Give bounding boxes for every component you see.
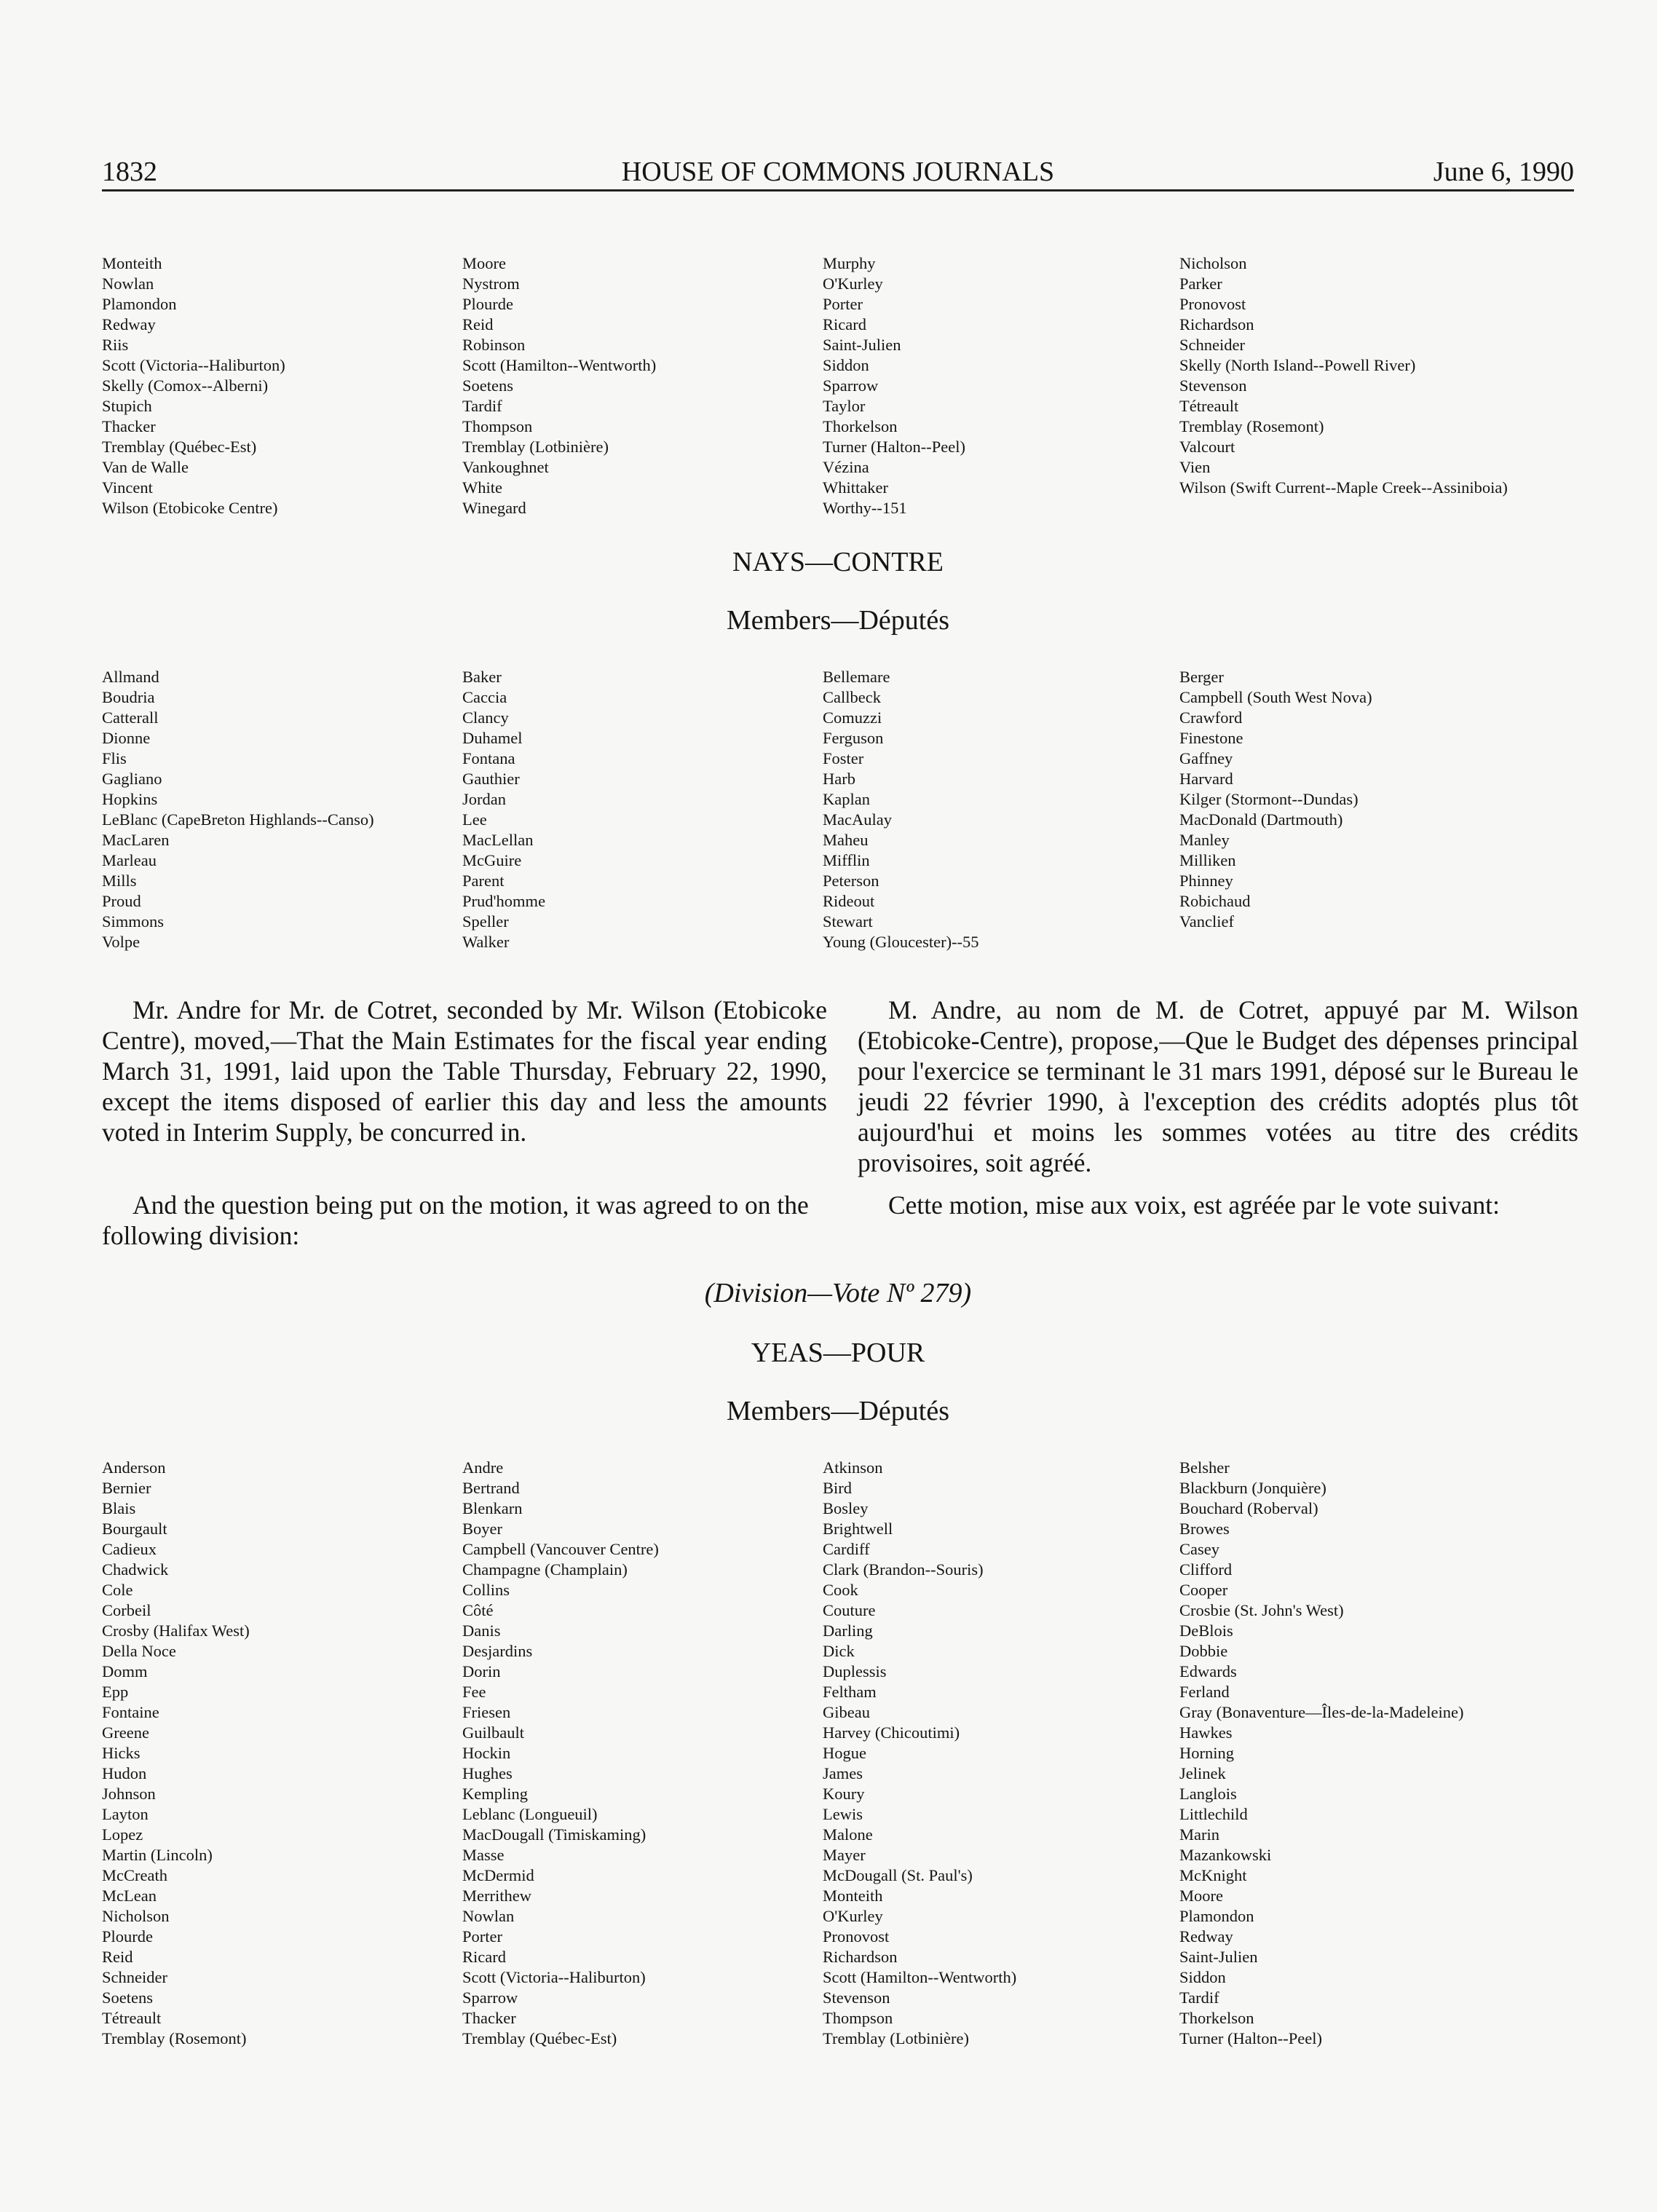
member-name: Thompson — [823, 2009, 893, 2027]
member-name: Rideout — [823, 892, 875, 910]
member-name: Porter — [462, 1927, 502, 1946]
member-name: Johnson — [102, 1785, 156, 1803]
member-name: Harvard — [1179, 770, 1233, 788]
member-name: Wilson (Swift Current--Maple Creek--Assiniboia) — [1179, 478, 1508, 497]
member-name: Skelly (North Island--Powell River) — [1179, 356, 1416, 374]
member-name: Domm — [102, 1662, 148, 1680]
member-name: Stevenson — [823, 1988, 890, 2007]
member-name: Finestone — [1179, 729, 1243, 747]
member-name: Richardson — [823, 1948, 898, 1966]
member-name: Ferguson — [823, 729, 884, 747]
member-name: Peterson — [823, 872, 879, 890]
member-name: Corbeil — [102, 1601, 151, 1619]
member-name: Boudria — [102, 688, 155, 706]
member-name: Gibeau — [823, 1703, 870, 1721]
member-name: Vézina — [823, 458, 869, 476]
member-name: Mazankowski — [1179, 1846, 1272, 1864]
member-name: Taylor — [823, 397, 866, 415]
member-name: Harvey (Chicoutimi) — [823, 1723, 960, 1742]
member-name: Anderson — [102, 1458, 166, 1477]
member-name: Gauthier — [462, 770, 520, 788]
member-name: Soetens — [462, 376, 513, 395]
member-name: Ricard — [823, 315, 866, 333]
question-french: Cette motion, mise aux voix, est agréée par le vote suivant: — [888, 1190, 1500, 1220]
member-name: Fontaine — [102, 1703, 159, 1721]
member-name: Epp — [102, 1683, 129, 1701]
member-name: Sparrow — [462, 1988, 518, 2007]
member-name: Thacker — [102, 417, 156, 435]
member-name: Plamondon — [102, 295, 177, 313]
member-name: McLean — [102, 1887, 157, 1905]
name-column — [462, 1458, 826, 2049]
member-name: MacLaren — [102, 831, 170, 849]
member-name: Prud'homme — [462, 892, 546, 910]
member-name: Skelly (Comox--Alberni) — [102, 376, 269, 395]
member-name: Chadwick — [102, 1560, 169, 1579]
member-name: Champagne (Champlain) — [462, 1560, 628, 1579]
member-name: Tremblay (Rosemont) — [1179, 417, 1324, 435]
member-name: Plamondon — [1179, 1907, 1254, 1925]
member-name: Cook — [823, 1581, 858, 1599]
member-name: Nowlan — [102, 274, 154, 293]
name-column — [102, 667, 466, 952]
member-name: Comuzzi — [823, 708, 882, 727]
member-name: Redway — [1179, 1927, 1233, 1946]
member-name: Gagliano — [102, 770, 162, 788]
member-name: Blais — [102, 1499, 136, 1517]
member-name: Kaplan — [823, 790, 870, 808]
name-column — [462, 667, 826, 952]
member-name: Thorkelson — [1179, 2009, 1254, 2027]
member-name: MacDougall (Timiskaming) — [462, 1825, 646, 1844]
member-name: Thompson — [462, 417, 533, 435]
yeas-subheading: Members—Députés — [726, 1396, 950, 1426]
member-name: Couture — [823, 1601, 876, 1619]
member-name: McCreath — [102, 1866, 167, 1884]
name-column — [823, 253, 1187, 518]
member-name: Dorin — [462, 1662, 501, 1680]
member-name: Belsher — [1179, 1458, 1230, 1477]
member-name: Guilbault — [462, 1723, 524, 1742]
member-name: Cooper — [1179, 1581, 1228, 1599]
member-name: Hughes — [462, 1764, 513, 1782]
member-name: Plourde — [462, 295, 513, 313]
member-name: Brightwell — [823, 1520, 893, 1538]
motion-english: Mr. Andre for Mr. de Cotret, seconded by Mr. Wilson (Etobicoke Centre), moved,—That the Main Estimates for the fiscal year ending March 31, 1991, laid upon the Table Thursday, February 22, 1990, except the items disposed of earlier this day and less the amounts voted in Interim Supply, be concurred in. — [102, 995, 827, 1147]
member-name: Friesen — [462, 1703, 511, 1721]
member-name: Parent — [462, 872, 505, 890]
member-name: McGuire — [462, 851, 522, 869]
member-name: Blackburn (Jonquière) — [1179, 1479, 1326, 1497]
member-name: Collins — [462, 1581, 510, 1599]
member-name: Richardson — [1179, 315, 1254, 333]
member-name: Turner (Halton--Peel) — [1179, 2029, 1322, 2047]
member-name: Hicks — [102, 1744, 141, 1762]
member-name: Plourde — [102, 1927, 153, 1946]
member-name: Baker — [462, 668, 502, 686]
member-name: Jelinek — [1179, 1764, 1226, 1782]
page-number: 1832 — [102, 157, 157, 187]
member-name: Scott (Hamilton--Wentworth) — [823, 1968, 1017, 1986]
member-name: Della Noce — [102, 1642, 176, 1660]
member-name: Monteith — [823, 1887, 883, 1905]
member-name: Turner (Halton--Peel) — [823, 438, 965, 456]
member-name: Valcourt — [1179, 438, 1235, 456]
member-name: Bernier — [102, 1479, 151, 1497]
motion-french: M. Andre, au nom de M. de Cotret, appuyé par M. Wilson (Etobicoke-Centre), propose,—Que le Budget des dépenses principal pour l'exercice se terminant le 31 mars 1991, déposé sur le Bureau le jeudi 22 février 1990, à l'exception des crédits adoptés plus tôt aujourd'hui et moins les sommes votées au titre des crédits provisoires, soit agréé. — [858, 995, 1578, 1177]
yeas-heading: YEAS—POUR — [751, 1338, 925, 1368]
member-name: Hudon — [102, 1764, 147, 1782]
member-name: DeBlois — [1179, 1622, 1233, 1640]
member-name: Tétreault — [1179, 397, 1239, 415]
member-name: Blenkarn — [462, 1499, 523, 1517]
member-name: Campbell (South West Nova) — [1179, 688, 1372, 706]
member-name: Riis — [102, 336, 129, 354]
member-name: James — [823, 1764, 863, 1782]
member-name: Scott (Victoria--Haliburton) — [102, 356, 285, 374]
member-name: Mills — [102, 872, 137, 890]
member-name: Wilson (Etobicoke Centre) — [102, 499, 278, 517]
member-name: Vanclief — [1179, 912, 1234, 931]
member-name: Gaffney — [1179, 749, 1233, 767]
member-name: Nowlan — [462, 1907, 515, 1925]
member-name: Clancy — [462, 708, 509, 727]
member-name: Duhamel — [462, 729, 523, 747]
member-name: Browes — [1179, 1520, 1230, 1538]
member-name: Worthy--151 — [823, 499, 907, 517]
member-name: Proud — [102, 892, 141, 910]
nays-heading: NAYS—CONTRE — [732, 547, 944, 577]
member-name: Stupich — [102, 397, 152, 415]
member-name: Bellemare — [823, 668, 890, 686]
member-name: Danis — [462, 1622, 501, 1640]
member-name: Manley — [1179, 831, 1230, 849]
member-name: Dobbie — [1179, 1642, 1228, 1660]
member-name: LeBlanc (CapeBreton Highlands--Canso) — [102, 810, 374, 829]
member-name: Tardif — [462, 397, 502, 415]
member-name: Ferland — [1179, 1683, 1230, 1701]
member-name: McDougall (St. Paul's) — [823, 1866, 973, 1884]
member-name: Desjardins — [462, 1642, 533, 1660]
name-column — [1179, 1458, 1543, 2049]
member-name: Speller — [462, 912, 509, 931]
member-name: Whittaker — [823, 478, 888, 497]
member-name: MacAulay — [823, 810, 892, 829]
member-name: Soetens — [102, 1988, 153, 2007]
member-name: Martin (Lincoln) — [102, 1846, 213, 1864]
member-name: Reid — [462, 315, 494, 333]
member-name: O'Kurley — [823, 274, 883, 293]
member-name: Monteith — [102, 254, 162, 272]
member-name: Crosby (Halifax West) — [102, 1622, 250, 1640]
member-name: Langlois — [1179, 1785, 1237, 1803]
member-name: Dick — [823, 1642, 855, 1660]
member-name: Berger — [1179, 668, 1224, 686]
member-name: Boyer — [462, 1520, 502, 1538]
member-name: Pronovost — [1179, 295, 1246, 313]
member-name: MacDonald (Dartmouth) — [1179, 810, 1343, 829]
member-name: Saint-Julien — [823, 336, 901, 354]
member-name: Edwards — [1179, 1662, 1237, 1680]
member-name: Casey — [1179, 1540, 1219, 1558]
member-name: Reid — [102, 1948, 133, 1966]
member-name: Nicholson — [1179, 254, 1247, 272]
member-name: Simmons — [102, 912, 165, 931]
member-name: Kempling — [462, 1785, 528, 1803]
member-name: Clark (Brandon--Souris) — [823, 1560, 984, 1579]
member-name: Tétreault — [102, 2009, 162, 2027]
member-name: Phinney — [1179, 872, 1233, 890]
journal-date: June 6, 1990 — [1433, 157, 1574, 187]
member-name: Sparrow — [823, 376, 879, 395]
member-name: Saint-Julien — [1179, 1948, 1258, 1966]
member-name: Catterall — [102, 708, 159, 727]
member-name: MacLellan — [462, 831, 534, 849]
member-name: Schneider — [102, 1968, 167, 1986]
member-name: Fee — [462, 1683, 486, 1701]
member-name: Tremblay (Québec-Est) — [102, 438, 257, 456]
member-name: Tardif — [1179, 1988, 1219, 2007]
member-name: Côté — [462, 1601, 494, 1619]
member-name: Clifford — [1179, 1560, 1233, 1579]
member-name: White — [462, 478, 502, 497]
name-column — [823, 1458, 1187, 2049]
member-name: Stewart — [823, 912, 873, 931]
member-name: Moore — [1179, 1887, 1223, 1905]
member-name: Cadieux — [102, 1540, 157, 1558]
member-name: Horning — [1179, 1744, 1234, 1762]
member-name: Leblanc (Longueuil) — [462, 1805, 598, 1823]
member-name: Dionne — [102, 729, 151, 747]
nays-subheading: Members—Députés — [726, 605, 950, 636]
name-column — [823, 667, 1187, 952]
division-label: (Division—Vote Nº 279) — [704, 1278, 972, 1308]
member-name: Mifflin — [823, 851, 870, 869]
member-name: Jordan — [462, 790, 506, 808]
member-name: Young (Gloucester)--55 — [823, 933, 979, 951]
member-name: Siddon — [823, 356, 869, 374]
member-name: Callbeck — [823, 688, 881, 706]
member-name: Foster — [823, 749, 864, 767]
member-name: McDermid — [462, 1866, 534, 1884]
member-name: Tremblay (Rosemont) — [102, 2029, 247, 2047]
member-name: Merrithew — [462, 1887, 531, 1905]
member-name: Stevenson — [1179, 376, 1247, 395]
member-name: Crawford — [1179, 708, 1243, 727]
member-name: Robichaud — [1179, 892, 1251, 910]
member-name: Andre — [462, 1458, 504, 1477]
member-name: Feltham — [823, 1683, 877, 1701]
member-name: Caccia — [462, 688, 507, 706]
member-name: Hawkes — [1179, 1723, 1233, 1742]
member-name: Bertrand — [462, 1479, 520, 1497]
member-name: Duplessis — [823, 1662, 887, 1680]
member-name: Lewis — [823, 1805, 863, 1823]
member-name: Masse — [462, 1846, 505, 1864]
member-name: Parker — [1179, 274, 1222, 293]
name-column — [1179, 667, 1543, 932]
member-name: Tremblay (Québec-Est) — [462, 2029, 617, 2047]
page-header — [102, 154, 1574, 191]
member-name: Mayer — [823, 1846, 866, 1864]
member-name: McKnight — [1179, 1866, 1247, 1884]
member-name: Campbell (Vancouver Centre) — [462, 1540, 659, 1558]
member-name: Hogue — [823, 1744, 866, 1762]
member-name: Schneider — [1179, 336, 1245, 354]
member-name: Layton — [102, 1805, 149, 1823]
member-name: Fontana — [462, 749, 515, 767]
member-name: Littlechild — [1179, 1805, 1248, 1823]
member-name: Murphy — [823, 254, 876, 272]
member-name: Malone — [823, 1825, 873, 1844]
member-name: Scott (Hamilton--Wentworth) — [462, 356, 657, 374]
member-name: Nicholson — [102, 1907, 170, 1925]
member-name: Marin — [1179, 1825, 1219, 1844]
member-name: Cardiff — [823, 1540, 870, 1558]
member-name: Crosbie (St. John's West) — [1179, 1601, 1344, 1619]
member-name: Winegard — [462, 499, 526, 517]
member-name: Redway — [102, 315, 156, 333]
member-name: Ricard — [462, 1948, 506, 1966]
member-name: Greene — [102, 1723, 149, 1742]
member-name: Bouchard (Roberval) — [1179, 1499, 1318, 1517]
member-name: O'Kurley — [823, 1907, 883, 1925]
member-name: Atkinson — [823, 1458, 883, 1477]
member-name: Hopkins — [102, 790, 158, 808]
member-name: Maheu — [823, 831, 869, 849]
member-name: Kilger (Stormont--Dundas) — [1179, 790, 1359, 808]
member-name: Vincent — [102, 478, 153, 497]
journal-title: HOUSE OF COMMONS JOURNALS — [621, 157, 1055, 187]
member-name: Flis — [102, 749, 127, 767]
member-name: Marleau — [102, 851, 157, 869]
name-column — [462, 253, 826, 518]
member-name: Siddon — [1179, 1968, 1226, 1986]
member-name: Tremblay (Lotbinière) — [462, 438, 609, 456]
member-name: Gray (Bonaventure—Îles-de-la-Madeleine) — [1179, 1703, 1464, 1721]
member-name: Pronovost — [823, 1927, 890, 1946]
member-name: Darling — [823, 1622, 873, 1640]
member-name: Bourgault — [102, 1520, 167, 1538]
member-name: Tremblay (Lotbinière) — [823, 2029, 969, 2047]
name-column — [1179, 253, 1543, 498]
name-column — [102, 1458, 466, 2049]
question-english: And the question being put on the motion, it was agreed to on the following division: — [102, 1190, 809, 1250]
member-name: Allmand — [102, 668, 159, 686]
member-name: Moore — [462, 254, 506, 272]
member-name: Cole — [102, 1581, 133, 1599]
member-name: Milliken — [1179, 851, 1236, 869]
member-name: Walker — [462, 933, 510, 951]
member-name: Van de Walle — [102, 458, 189, 476]
member-name: Lee — [462, 810, 487, 829]
member-name: Scott (Victoria--Haliburton) — [462, 1968, 646, 1986]
member-name: Nystrom — [462, 274, 520, 293]
member-name: Bird — [823, 1479, 853, 1497]
member-name: Volpe — [102, 933, 141, 951]
member-name: Lopez — [102, 1825, 143, 1844]
member-name: Harb — [823, 770, 855, 788]
member-name: Koury — [823, 1785, 865, 1803]
member-name: Porter — [823, 295, 863, 313]
member-name: Thorkelson — [823, 417, 898, 435]
member-name: Thacker — [462, 2009, 516, 2027]
member-name: Hockin — [462, 1744, 511, 1762]
member-name: Vankoughnet — [462, 458, 549, 476]
member-name: Bosley — [823, 1499, 869, 1517]
name-column — [102, 253, 466, 518]
member-name: Vien — [1179, 458, 1211, 476]
member-name: Robinson — [462, 336, 526, 354]
